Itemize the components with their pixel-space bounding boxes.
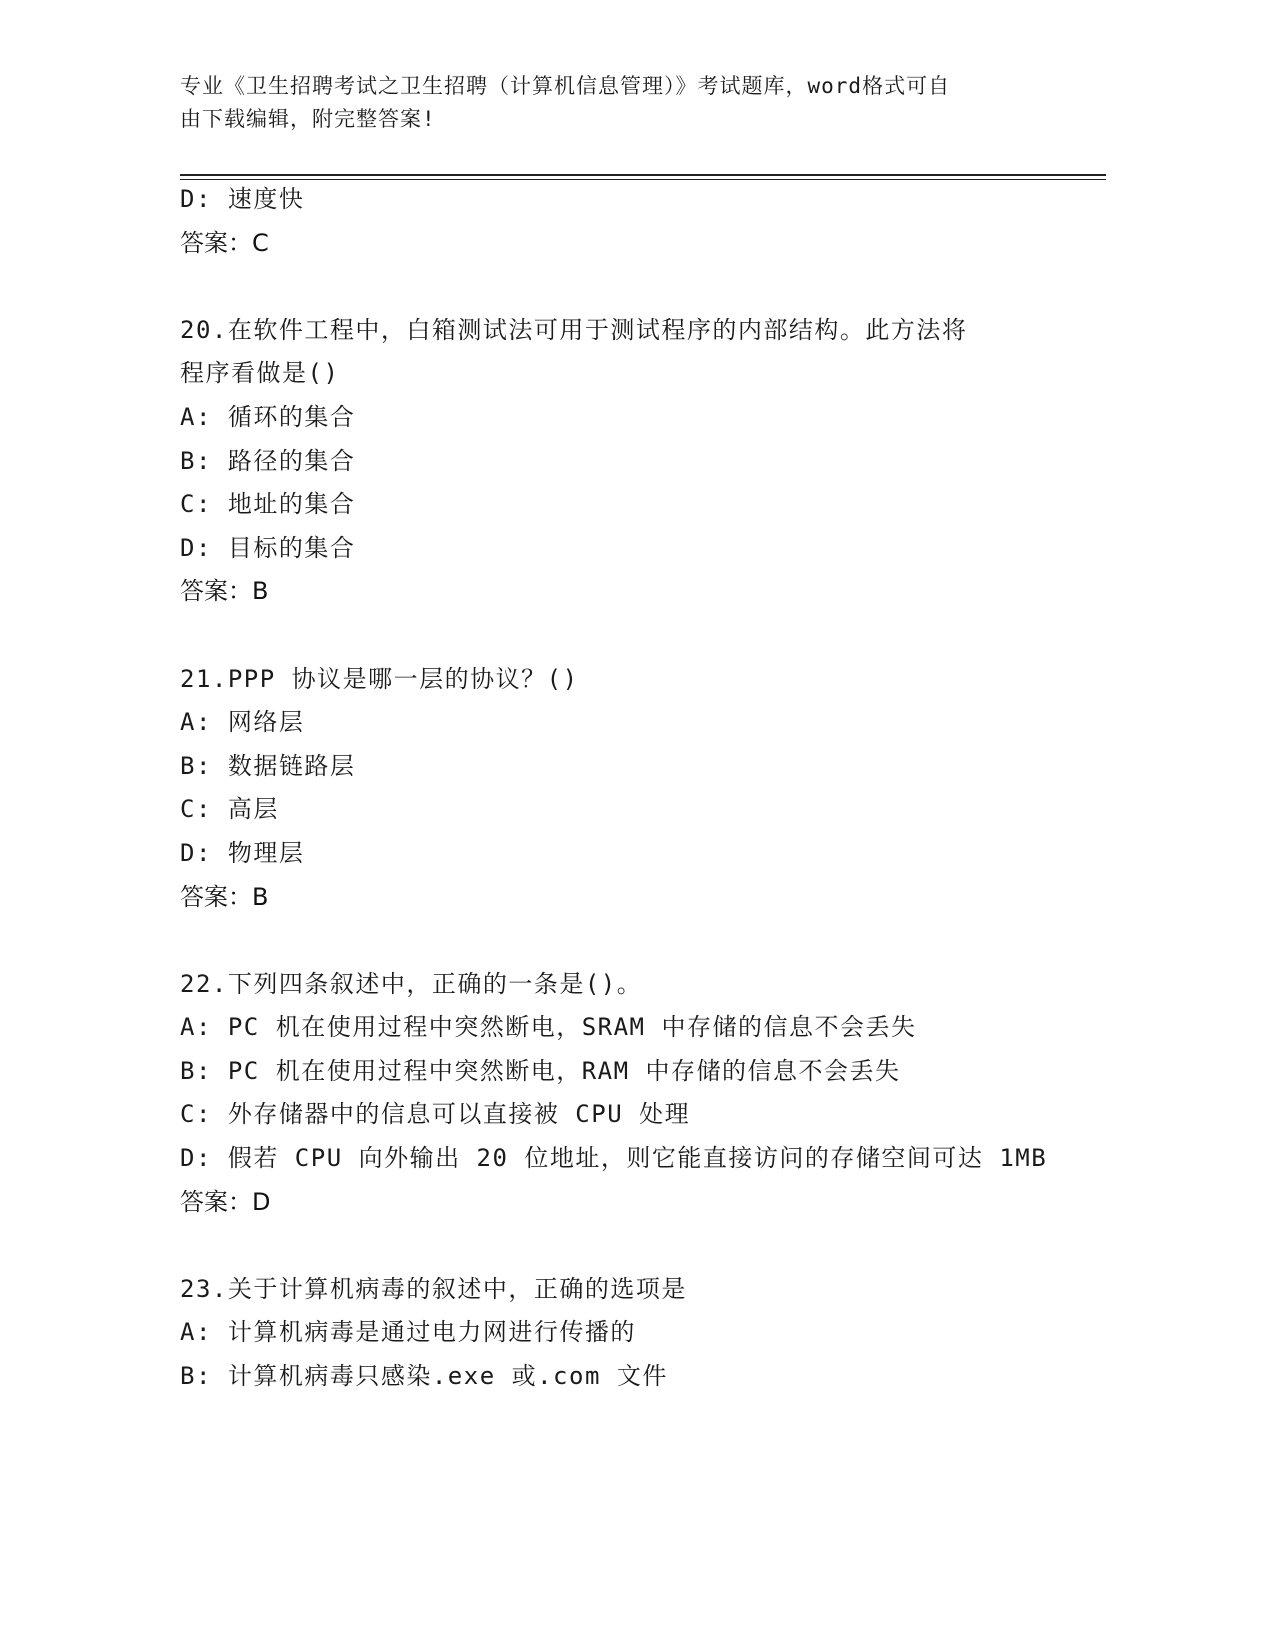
spacer bbox=[180, 265, 1080, 309]
prev-option-d: D: 速度快 bbox=[180, 185, 305, 213]
spacer bbox=[180, 1224, 1080, 1268]
question-20-text-line-1: 20.在软件工程中，白箱测试法可用于测试程序的内部结构。此方法将 bbox=[180, 315, 968, 344]
question-22-option-b: B: PC 机在使用过程中突然断电，RAM 中存储的信息不会丢失 bbox=[180, 1056, 901, 1085]
question-20-option-a: A: 循环的集合 bbox=[180, 402, 356, 431]
spacer bbox=[180, 614, 1080, 658]
question-20-option-d: D: 目标的集合 bbox=[180, 533, 356, 562]
question-list bbox=[180, 178, 1080, 1399]
header-line-1: 专业《卫生招聘考试之卫生招聘（计算机信息管理）》考试题库，word格式可自 bbox=[180, 74, 951, 98]
question-22-option-a: A: PC 机在使用过程中突然断电，SRAM 中存储的信息不会丢失 bbox=[180, 1013, 917, 1042]
prev-answer: 答案：C bbox=[180, 228, 269, 257]
question-20-text-line-2: 程序看做是() bbox=[180, 359, 340, 388]
header-rule-thick bbox=[180, 174, 1106, 176]
document-header bbox=[180, 70, 1060, 136]
question-23 bbox=[180, 1268, 1080, 1399]
question-21-text: 21.PPP 协议是哪一层的协议？() bbox=[180, 664, 579, 693]
question-22 bbox=[180, 963, 1080, 1225]
header-line-2: 由下载编辑，附完整答案! bbox=[180, 107, 436, 131]
question-20-option-c: C: 地址的集合 bbox=[180, 490, 356, 519]
question-20-option-b: B: 路径的集合 bbox=[180, 446, 356, 475]
spacer bbox=[180, 919, 1080, 963]
question-21 bbox=[180, 658, 1080, 920]
question-22-answer: 答案：D bbox=[180, 1187, 271, 1216]
question-21-option-c: C: 高层 bbox=[180, 795, 279, 824]
question-21-option-d: D: 物理层 bbox=[180, 838, 305, 867]
question-22-option-c: C: 外存储器中的信息可以直接被 CPU 处理 bbox=[180, 1100, 691, 1129]
question-23-option-a: A: 计算机病毒是通过电力网进行传播的 bbox=[180, 1318, 636, 1347]
question-23-option-b: B: 计算机病毒只感染.exe 或.com 文件 bbox=[180, 1362, 668, 1391]
question-20 bbox=[180, 309, 1080, 614]
question-23-text: 23.关于计算机病毒的叙述中，正确的选项是 bbox=[180, 1274, 687, 1303]
question-21-option-a: A: 网络层 bbox=[180, 708, 305, 737]
question-22-text: 22.下列四条叙述中，正确的一条是()。 bbox=[180, 969, 643, 998]
question-20-answer: 答案：B bbox=[180, 577, 269, 606]
question-21-option-b: B: 数据链路层 bbox=[180, 751, 356, 780]
question-21-answer: 答案：B bbox=[180, 882, 269, 911]
question-22-option-d: D: 假若 CPU 向外输出 20 位地址，则它能直接访问的存储空间可达 1MB bbox=[180, 1144, 1048, 1173]
